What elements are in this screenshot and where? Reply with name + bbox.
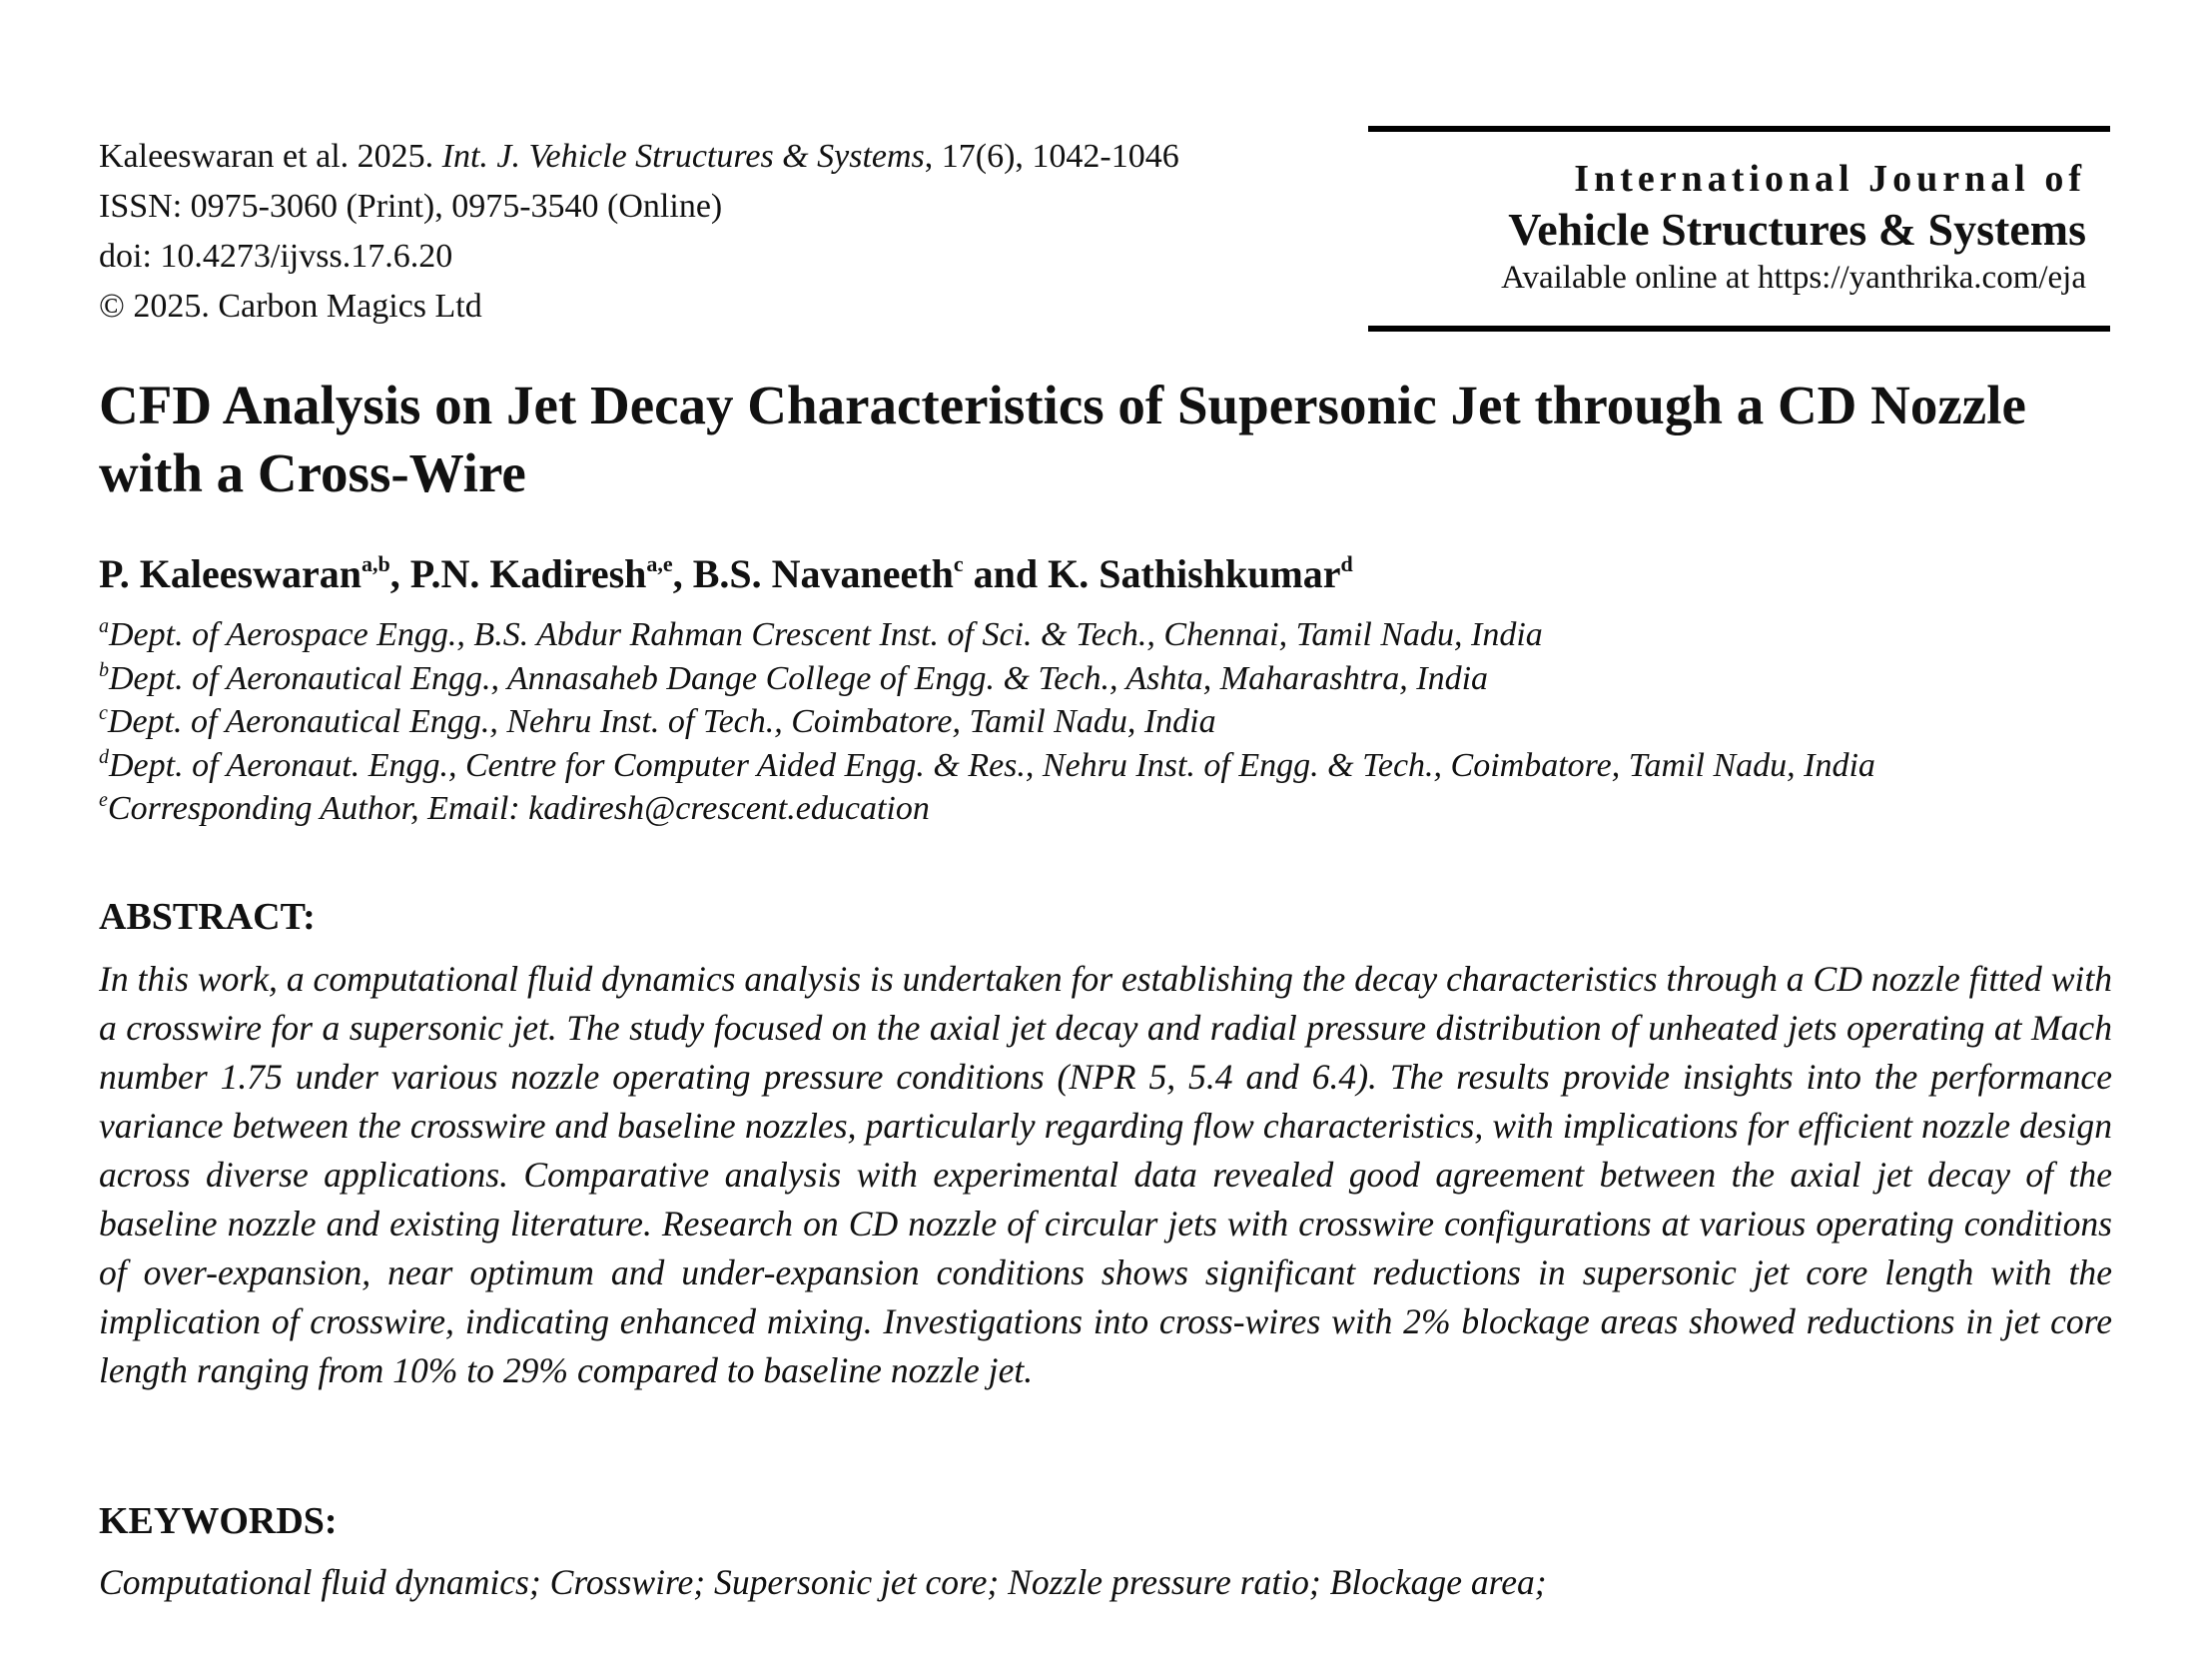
affiliation-text: Corresponding Author, Email: kadiresh@crescent.education xyxy=(107,790,930,827)
author-affiliation-mark: a,b xyxy=(361,551,390,576)
citation-prefix: Kaleeswaran et al. 2025. xyxy=(99,138,442,175)
author-separator: and xyxy=(963,551,1049,596)
issn: ISSN: 0975-3060 (Print), 0975-3540 (Online) xyxy=(99,188,723,225)
affiliation-item xyxy=(99,744,2136,788)
abstract-heading: ABSTRACT: xyxy=(99,896,316,938)
journal-name: Int. J. Vehicle Structures & Systems xyxy=(441,138,925,175)
author-separator: , xyxy=(672,551,693,596)
affiliation-item xyxy=(99,657,2136,701)
affiliation-item xyxy=(99,787,2136,831)
author-name: P.N. Kadiresh xyxy=(409,551,647,596)
journal-box-url: Available online at https://yanthrika.com/eja xyxy=(1501,260,2086,296)
affiliation-mark: d xyxy=(99,745,109,768)
author-name: K. Sathishkumar xyxy=(1048,551,1341,596)
doi: doi: 10.4273/ijvss.17.6.20 xyxy=(99,238,453,275)
affiliation-mark: b xyxy=(99,658,109,681)
author-name: B.S. Navaneeth xyxy=(692,551,954,596)
affiliation-mark: c xyxy=(99,702,108,724)
affiliation-mark: e xyxy=(99,789,108,811)
keywords-text: Computational fluid dynamics; Crosswire; Supersonic jet core; Nozzle pressure ratio; Blockage area; xyxy=(99,1562,1547,1602)
journal-box-line1: International Journal of xyxy=(1574,158,2086,200)
affiliation-text: Dept. of Aeronaut. Engg., Centre for Computer Aided Engg. & Res., Nehru Inst. of Engg. & Tech., Coimbatore, Tamil Nadu, India xyxy=(109,746,1875,784)
citation-volume: , 17(6), 1042-1046 xyxy=(924,138,1179,175)
author-list xyxy=(99,547,2136,601)
journal-box xyxy=(1368,126,2110,332)
journal-box-line2: Vehicle Structures & Systems xyxy=(1508,204,2086,255)
copyright: © 2025. Carbon Magics Ltd xyxy=(99,288,482,325)
citation-block xyxy=(99,132,1347,332)
author-separator: , xyxy=(389,551,410,596)
citation-line xyxy=(99,132,1347,182)
affiliation-list xyxy=(99,613,2136,831)
author-name: P. Kaleeswaran xyxy=(99,551,362,596)
affiliation-item xyxy=(99,700,2136,744)
affiliation-item xyxy=(99,613,2136,657)
keywords-heading: KEYWORDS: xyxy=(99,1500,338,1542)
author-affiliation-mark: a,e xyxy=(646,551,673,576)
author-affiliation-mark: d xyxy=(1340,551,1353,576)
affiliation-text: Dept. of Aerospace Engg., B.S. Abdur Rahman Crescent Inst. of Sci. & Tech., Chennai, Tamil Nadu, India xyxy=(109,616,1543,653)
affiliation-text: Dept. of Aeronautical Engg., Annasaheb Dange College of Engg. & Tech., Ashta, Maharashtra, India xyxy=(109,659,1489,697)
affiliation-text: Dept. of Aeronautical Engg., Nehru Inst. of Tech., Coimbatore, Tamil Nadu, India xyxy=(107,703,1216,740)
author-affiliation-mark: c xyxy=(953,551,964,576)
paper-title: CFD Analysis on Jet Decay Characteristics of Supersonic Jet through a CD Nozzle with a Cross-Wire xyxy=(99,375,2026,503)
abstract-text: In this work, a computational fluid dynamics analysis is undertaken for establishing the decay characteristics through a CD nozzle fitted with a crosswire for a supersonic jet. The study focused on the axial jet decay and radial pressure distribution of unheated jets operating at Mach number 1.75 under various nozzle operating pressure conditions (NPR 5, 5.4 and 6.4). The results provide insights into the performance variance between the crosswire and baseline nozzles, particularly regarding flow characteristics, with implications for efficient nozzle design across diverse applications. Comparative analysis with experimental data revealed good agreement between the axial jet decay of the baseline nozzle and existing literature. Research on CD nozzle of circular jets with crosswire configurations at various operating conditions of over-expansion, near optimum and under-expansion conditions shows significant reductions in supersonic jet core length with the implication of crosswire, indicating enhanced mixing. Investigations into cross-wires with 2% blockage areas showed reductions in jet core length ranging from 10% to 29% compared to baseline nozzle jet. xyxy=(99,959,2112,1390)
affiliation-mark: a xyxy=(99,615,109,637)
